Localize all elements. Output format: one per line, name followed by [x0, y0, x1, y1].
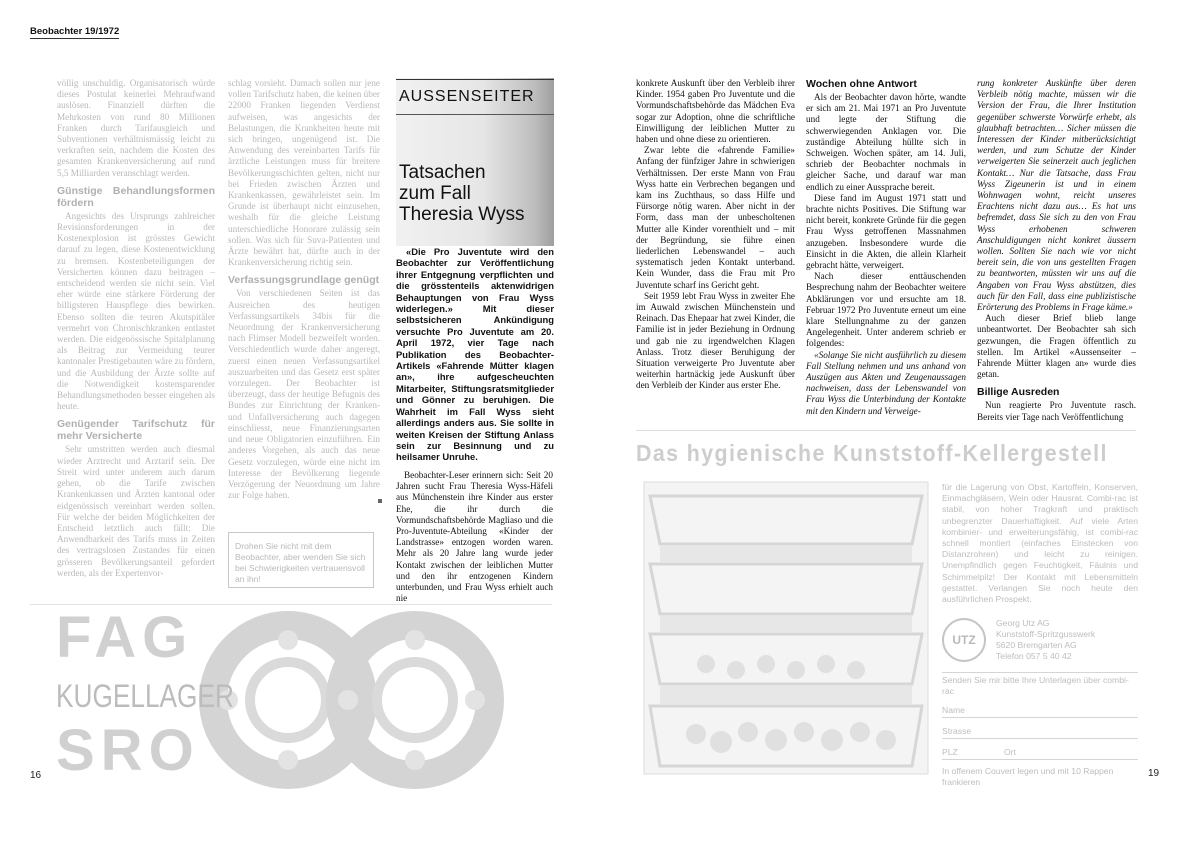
quote: rung konkreter Auskünfte über deren Verbleib nötig machte, müssen wir die Version der Frau, die Ihrer Institution gegenüber schwerste Vorwürfe erhebt, als glaubhaft betrachten… Sicher müssen die Interessen der Kinder mitberücksichtigt werden, und zum Schutze der Kinder verweigerten Sie seinerzeit auch jeglichen Kontakt… Nur die Tatsache, dass Frau Wyss Zigeunerin ist und in einem Wohnwagen wohnt, reicht unseres Erachtens nicht dazu aus… Es hat uns befremdet, dass Sie sich zu den von Frau Wyss erhobenen schweren Anschuldigungen nicht konkret äussern wollen. Sollten Sie nach wie vor nicht bereit sein, die von uns gestellten Fragen zu beantworten, müssten wir uns auf die Angaben von Frau Wyss abstützen, dies auch für den Fall, dass eine publizistische Erörterung des Problems in Frage käme.»: [977, 78, 1136, 313]
paragraph: Als der Beobachter davon hörte, wandte er sich am 21. Mai 1971 an Pro Juventute und legte der Stiftung die schwerwiegenden Anklagen vor. Die zuständige Abteilung hüllte sich in Schweigen. Wochen später, am 14. Juli, schrieb der Beobachter nochmals in gleicher Sache, und darauf war man endlich zu einer Aussprache bereit.: [806, 92, 966, 192]
coupon-name-field[interactable]: [942, 697, 1138, 718]
coupon-city-field[interactable]: [942, 739, 1138, 760]
article-body-start: [396, 470, 553, 604]
paragraph: Nach dieser enttäuschenden Besprechung nahm der Beobachter weitere Abklärungen vor und ersuchte am 18. Februar 1972 Pro Juventute erneut um eine klare Stellungnahme zu der ganzen Angelegenheit. Unter anderem schrieb er folgendes:: [806, 271, 966, 349]
fag-subtitle: KUGELLAGER: [56, 678, 234, 714]
field-label: Name: [942, 705, 965, 715]
coupon-text: Senden Sie mir bitte Ihre Unterlagen über combi-rac: [942, 672, 1138, 697]
divider: [396, 114, 554, 115]
section-heading: Verfassungsgrundlage genügt: [228, 274, 380, 287]
headline-line: Theresia Wyss: [399, 204, 525, 225]
utz-logo: [942, 618, 986, 662]
coupon-street-field[interactable]: [942, 718, 1138, 739]
page-number-right: 19: [1148, 768, 1160, 779]
company-city: 5620 Bremgarten AG: [996, 640, 1077, 650]
lead-paragraph: [396, 246, 554, 463]
shelf-illustration: [636, 474, 936, 784]
coupon-footer: In offenem Couvert legen und mit 10 Rappen frankieren: [942, 766, 1114, 787]
paragraph: Seit 1959 lebt Frau Wyss in zweiter Ehe im Auwald zwischen Münchenstein und Reinach. Das Ehepaar hat zwei Kinder, die Familie ist in jeder Beziehung in Ordnung und gab nie zu irgendwelchen Klagen Anlass. Trotz dieser Beruhigung der Situation verweigerte Pro Juventute aber weiterhin hartnäckig jede Auskunft über den Verbleib der Kinder aus erster Ehe.: [636, 290, 795, 391]
kicker: AUSSENSEITER: [399, 88, 535, 105]
running-header: Beobachter 19/1972: [30, 26, 120, 37]
paragraph: Nun reagierte Pro Juventute rasch. Bereits vier Tage nach Veröffentlichung: [977, 400, 1136, 422]
field-label: Ort: [1004, 747, 1016, 757]
section-heading: Billige Ausreden: [977, 386, 1060, 399]
ad-paragraph: für die Lagerung von Obst, Kartoffeln, Konserven, Einmachgläsern, Wein oder Hausrat. Combi-rac ist stabil, von hoher Tragkraft und praktisch unbegrenzter Dauerhaftigkeit. Auf viele Arten kombinier- und erweiterungsfähig, ist combi-rac schnell montiert (einfaches Einstecken von Distanzrohren) und leicht zu reinigen. Unempfindlich gegen Feuchtigkeit, Fäulnis und Schimmelpilz! Der Kontakt mit Lebensmitteln gestattet. Verlangen Sie noch heute den ausführlichen Prospekt.: [942, 482, 1138, 605]
end-mark: [378, 499, 382, 503]
paragraph: Von verschiedenen Seiten ist das Ausreichen des heutigen Verfassungsartikels 34bis für die Neuordnung der Krankenversicherung nach Flimser Modell bezweifelt worden. Verschiedentlich wurde daher angeregt, zuerst einen neuen Verfassungsartikel auszuarbeiten und das Gesetz erst später vorzulegen. Der Beobachter ist überzeugt, dass der heutige Befugnis des Bundes zur Einrichtung der Kranken- und Unfallversicherung auch dagegen einschliesst, neue Finanzierungsarten und neue Obligatorien einzuführen. Ein anderes Vorgehen, als auch das neue Gesetz vorzulegen, würde eine nicht im Interesse der Bevölkerung liegende Verzögerung der Neuordnung um Jahre zur Folge haben.: [228, 288, 380, 501]
section-heading: Wochen ohne Antwort: [806, 78, 917, 90]
ad-copy: [942, 482, 1138, 605]
headline-line: zum Fall: [399, 183, 471, 204]
lead-text: «Die Pro Juventute wird den Beobachter zur Veröffentlichung ihrer Entgegnung verpflichten und die grösstenteils aktenwidrigen Behauptungen von Frau Wyss widerlegen.» Mit dieser selbstsicheren Ankündigung versuchte Pro Juventute am 20. April 1972, vier Tage nach Publikation des Beobachter-Artikels «Fahrende Mütter klagen an», ihre aufgescheuchten Mitarbeiter, Stiftungsratsmitglieder und Gönner zu beruhigen. Die Wahrheit im Fall Wyss sieht allerdings anders aus. Sie sollte in weiten Kreisen der Stiftung Anlass sein zur Besinnung und zu heilsamer Unruhe.: [396, 246, 554, 463]
quote: «Solange Sie nicht ausführlich zu diesem Fall Stellung nehmen und uns anhand von Auszügen aus Akten und Zeugenaussagen nachweisen, dass der Lebenswandel von Frau Wyss die Unterbindung der Kontakte mit den Kindern und Verweige-: [806, 349, 966, 416]
section-heading: Günstige Behandlungsformen fördern: [57, 184, 215, 209]
ad-headline: Das hygienische Kunststoff-Kellergestell: [636, 440, 1108, 466]
paragraph: Zwar lebte die «fahrende Familie» Anfang der fünfziger Jahre in schwierigen Verhältnissen. Der erste Mann von Frau Wyss hatte ein Verbrechen begangen und kam ins Zuchthaus, so dass Hilfe und Fürsorge nötig waren. Aber nicht in der Form, dass man der unbescholtenen Mutter alle Kinder vorenthielt und – mit der Begründung, sie führe einen liederlichen Lebenswandel – auch systematisch jeden Kontakt unterband. Kein Wunder, dass die Frau mit Pro Juventute scharf ins Gericht geht.: [636, 145, 795, 290]
page-number-left: 16: [30, 770, 42, 781]
paragraph: Diese fand im August 1971 statt und brachte nichts Positives. Die Stiftung war nicht bereit, konkrete Gründe für die gegen Frau Wyss getroffenen Massnahmen anzugeben. Insbesondere wurde die Einsicht in die Akten, die allein Klarheit gebracht hätte, verweigert.: [806, 192, 966, 271]
divider: [396, 79, 554, 80]
section-heading: Genügender Tarifschutz für mehr Versicherte: [57, 418, 215, 443]
fag-brand-bottom: SRO: [56, 718, 200, 783]
fag-brand: FAG: [56, 605, 194, 670]
paragraph: Angesichts des Ursprungs zahlreicher Revisionsforderungen in der Kostenexplosion ist grösstes Gewicht darauf zu legen, diese Kostenentwicklung zu bremsen. Kostenbeteiligungen der Versicherten können dazu beitragen – entscheidend werden sie nicht sein. Viel eher würde eine stärkere Förderung der billigsteren Hauspflege dies bewirken. Ebenso sollten die teuren Akutspitäler vermehrt von Chronischkranken entlastet werden. Die eidgenössische Spitalplanung als Beitrag zur Vermeidung teurer kantonaler Prestigebauten wäre zu fördern, und die Ausbildung der Ärzte sollte auf die Notwendigkeit kostensparender Behandlungsmethoden besser eingehen als heute.: [57, 210, 215, 412]
field-label: PLZ: [942, 747, 958, 757]
company-name: Georg Utz AG: [996, 618, 1050, 628]
paragraph: Auch dieser Brief blieb lange unbeantwortet. Der Beobachter sah sich gezwungen, die Fragen öffentlich zu stellen. Im Artikel «Aussenseiter – Fahrende Mütter klagen an» wurde dies getan.: [977, 313, 1136, 380]
headline-line: Tatsachen: [399, 162, 486, 183]
headline: [399, 162, 554, 225]
company-address: [996, 618, 1095, 662]
paragraph: konkrete Auskunft über den Verbleib ihrer Kinder. 1954 gaben Pro Juventute und die Vormundschaftsbehörde das Mädchen Eva sogar zur Adoption, ohne die schriftliche Einwilligung der leiblichen Mutter zu haben und ohne diese zu orientieren.: [636, 78, 795, 145]
info-box: Drohen Sie nicht mit dem Beobachter, aber wenden Sie sich bei Schwierigkeiten vertrauensvoll an ihn!: [228, 532, 374, 588]
paragraph: Sehr umstritten werden auch diesmal wieder Arztrecht und Arztarif sein. Der Streit wird unter anderem auch darum gehen, ob die Tarife zwischen Krankenkassen und Ärzten kantonal oder eidgenössisch vereinbart werden sollen. Für welche der beiden Möglichkeiten der Entscheid letztlich auch fällt: Die Anwendbarkeit des Tarifs muss in Zeiten des vertragslosen Zustandes für einen grösseren Bevölkerungsanteil gefordert werden, als der Expertenvor-: [57, 444, 215, 578]
utz-logo-text: UTZ: [952, 633, 976, 647]
paragraph: schlag vorsieht. Damach sollen nur jene vollen Tarifschutz haben, die keinen über 22000 Franken liegenden Verdienst aufweisen, was angesichts der Belastungen, die Krankheiten heute mit sich bringen, ungenügend ist. Die Anwendung des vereinbarten Tarifs für ärztliche Leistungen muss für breitere Bevölkerungsschichten gelten, nicht nur bei Frieden zwischen Ärzten und Krankenkassen, gewährleistet sein. Im Grunde ist überhaupt nicht einzusehen, weshalb für die gleiche Leistung unterschiedliche Honorare zulässig sein sollen. Was sich für Suva-Patienten und Ärzte bewährt hat, dürfte auch in der Krankenversicherung richtig sein.: [228, 78, 380, 268]
paragraph: völlig unschuldig. Organisatorisch würde dieses Postulat keinerlei Mehraufwand auslösen. Finanziell dürften die Mehrkosten von rund 80 Millionen Franken durch Tarifausgleich und Subventionen verhältnismässig leicht zu verkraften sein, nachdem die Kosten des gesamten Krankenversicherung auf rund 5,5 Milliarden veranschlagt werden.: [57, 78, 215, 178]
right-column-2: [806, 78, 966, 417]
paragraph: Beobachter-Leser erinnern sich: Seit 20 Jahren sucht Frau Theresia Wyss-Häfeli aus Münchenstein ihre Kinder aus erster Ehe, die ihr durch die Vormundschaftsbehörde Magliaso und die Pro-Juventute-Abteilung «Kinder der Landstrasse» entzogen worden waren. Mehr als 20 Jahre lang wurde jeder Kontakt zwischen der leiblichen Mutter und den ihr entzogenen Kindern unterbunden, und Frau Wyss erhielt auch nie: [396, 470, 553, 604]
divider: [636, 430, 1136, 431]
right-column-3: [977, 78, 1136, 423]
left-column-2: [228, 78, 380, 501]
coupon: [942, 672, 1138, 788]
right-column-1: [636, 78, 795, 392]
left-column-1: [57, 78, 215, 579]
company-phone: Telefon 057 5 40 42: [996, 651, 1072, 661]
company-subtitle: Kunststoff-Spritzgusswerk: [996, 629, 1096, 639]
field-label: Strasse: [942, 726, 972, 736]
